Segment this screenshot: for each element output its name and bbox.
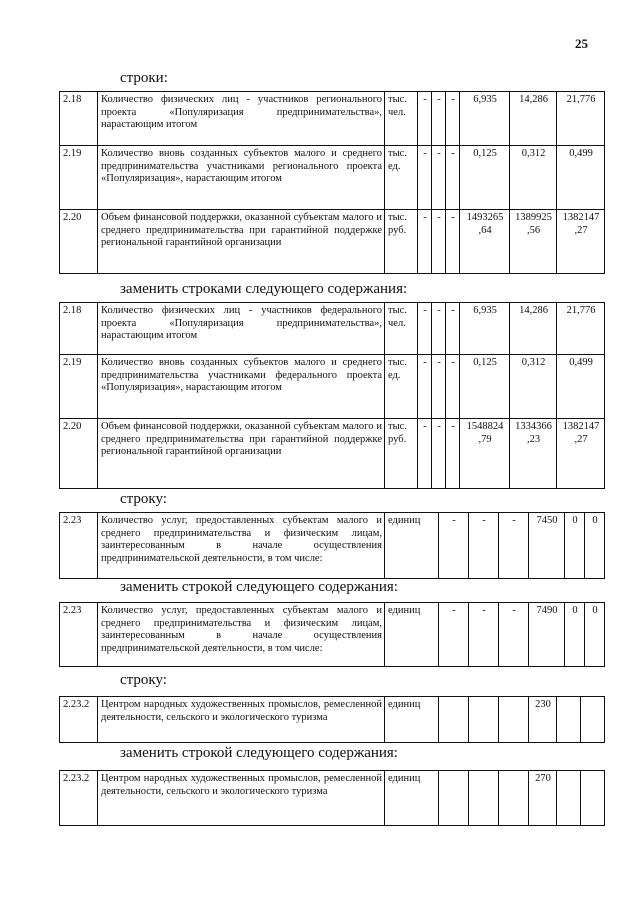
row-description: Центром народных художественных промыслов, ремесленной деятельности, сельского и экологического туризма [98, 771, 385, 826]
empty-cell [469, 771, 499, 826]
old-row-2-23-table [59, 512, 605, 579]
row-description: Количество услуг, предоставленных субъектам малого и среднего предпринимательства и физическим лицам, заинтересованным в начале осуществления предпринимательской деятельности, в том числе: [98, 603, 385, 667]
cell-dash: - [439, 603, 469, 667]
cell-value: 0,125 [460, 146, 510, 210]
empty-cell [439, 697, 469, 743]
cell-value: 0 [585, 603, 605, 667]
table-row [60, 92, 605, 146]
cell-dash: - [446, 303, 460, 355]
cell-dash: - [446, 210, 460, 274]
cell-dash: - [499, 513, 529, 579]
heading-replace-row: заменить строкой следующего содержания: [120, 579, 398, 595]
table-row [60, 303, 605, 355]
cell-value: 21,776 [557, 92, 605, 146]
row-description: Количество вновь созданных субъектов малого и среднего предпринимательства участниками федерального проекта «Популяризация», нарастающим итогом [98, 355, 385, 419]
heading-row-2: строку: [120, 672, 167, 688]
row-unit: тыс. ед. [385, 146, 418, 210]
cell-value: 7490 [529, 603, 565, 667]
new-row-2-23-2-table [59, 770, 605, 826]
row-unit: тыс. чел. [385, 92, 418, 146]
cell-dash: - [432, 419, 446, 489]
cell-value: 1493265 ,64 [460, 210, 510, 274]
cell-value: 0,312 [510, 355, 557, 419]
cell-value: 1382147 ,27 [557, 419, 605, 489]
row-unit: тыс. руб. [385, 210, 418, 274]
row-number: 2.23 [60, 603, 98, 667]
table-row [60, 210, 605, 274]
cell-dash: - [418, 355, 432, 419]
empty-cell [581, 771, 605, 826]
table-row [60, 146, 605, 210]
heading-row: строку: [120, 491, 167, 507]
empty-cell [581, 697, 605, 743]
row-unit: единиц [385, 603, 439, 667]
cell-dash: - [418, 146, 432, 210]
cell-dash: - [418, 92, 432, 146]
cell-dash: - [469, 603, 499, 667]
cell-dash: - [432, 355, 446, 419]
cell-dash: - [499, 603, 529, 667]
row-description: Количество физических лиц - участников регионального проекта «Популяризация предпринимательства», нарастающим итогом [98, 92, 385, 146]
heading-rows: строки: [120, 70, 168, 86]
row-number: 2.18 [60, 92, 98, 146]
cell-value: 270 [529, 771, 557, 826]
cell-value: 0 [585, 513, 605, 579]
table-row [60, 771, 605, 826]
cell-dash: - [446, 419, 460, 489]
row-description: Центром народных художественных промыслов, ремесленной деятельности, сельского и экологического туризма [98, 697, 385, 743]
empty-cell [469, 697, 499, 743]
cell-value: 1548824 ,79 [460, 419, 510, 489]
cell-value: 21,776 [557, 303, 605, 355]
cell-value: 1382147 ,27 [557, 210, 605, 274]
row-number: 2.19 [60, 146, 98, 210]
row-number: 2.19 [60, 355, 98, 419]
cell-dash: - [418, 419, 432, 489]
table-row [60, 603, 605, 667]
row-description: Количество услуг, предоставленных субъектам малого и среднего предпринимательства и физическим лицам, заинтересованным в начале осуществления предпринимательской деятельности, в том числе: [98, 513, 385, 579]
cell-value: 6,935 [460, 303, 510, 355]
row-description: Объем финансовой поддержки, оказанной субъектам малого и среднего предпринимательства при гарантийной поддержке региональной гарантийной организации [98, 419, 385, 489]
cell-dash: - [432, 303, 446, 355]
cell-dash: - [446, 146, 460, 210]
row-number: 2.23 [60, 513, 98, 579]
old-rows-table [59, 91, 605, 274]
cell-value: 230 [529, 697, 557, 743]
row-unit: тыс. ед. [385, 355, 418, 419]
row-description: Количество вновь созданных субъектов малого и среднего предпринимательства участниками регионального проекта «Популяризация», нарастающим итогом [98, 146, 385, 210]
table-row [60, 697, 605, 743]
cell-value: 14,286 [510, 303, 557, 355]
cell-dash: - [432, 210, 446, 274]
cell-value: 14,286 [510, 92, 557, 146]
row-description: Объем финансовой поддержки, оказанной субъектам малого и среднего предпринимательства при гарантийной поддержке региональной гарантийной организации [98, 210, 385, 274]
table-row [60, 419, 605, 489]
cell-value: 1389925 ,56 [510, 210, 557, 274]
cell-value: 0,499 [557, 355, 605, 419]
cell-value: 0 [565, 603, 585, 667]
row-unit: тыс. руб. [385, 419, 418, 489]
empty-cell [439, 771, 469, 826]
cell-dash: - [469, 513, 499, 579]
empty-cell [499, 771, 529, 826]
empty-cell [557, 771, 581, 826]
new-rows-table [59, 302, 605, 489]
empty-cell [499, 697, 529, 743]
row-number: 2.20 [60, 210, 98, 274]
cell-dash: - [418, 303, 432, 355]
cell-dash: - [439, 513, 469, 579]
cell-value: 6,935 [460, 92, 510, 146]
cell-dash: - [446, 355, 460, 419]
row-unit: единиц [385, 513, 439, 579]
row-number: 2.20 [60, 419, 98, 489]
cell-dash: - [432, 92, 446, 146]
heading-replace-rows: заменить строками следующего содержания: [120, 281, 408, 297]
row-unit: единиц [385, 771, 439, 826]
row-description: Количество физических лиц - участников федерального проекта «Популяризация предпринимательства», нарастающим итогом [98, 303, 385, 355]
cell-dash: - [446, 92, 460, 146]
empty-cell [557, 697, 581, 743]
old-row-2-23-2-table [59, 696, 605, 743]
cell-dash: - [432, 146, 446, 210]
heading-replace-row-2: заменить строкой следующего содержания: [120, 745, 398, 761]
cell-value: 7450 [529, 513, 565, 579]
cell-value: 0,312 [510, 146, 557, 210]
row-number: 2.18 [60, 303, 98, 355]
cell-dash: - [418, 210, 432, 274]
row-unit: тыс. чел. [385, 303, 418, 355]
row-unit: единиц [385, 697, 439, 743]
cell-value: 0 [565, 513, 585, 579]
row-number: 2.23.2 [60, 771, 98, 826]
table-row [60, 513, 605, 579]
page-number: 25 [575, 36, 588, 51]
cell-value: 1334366 ,23 [510, 419, 557, 489]
table-row [60, 355, 605, 419]
new-row-2-23-table [59, 602, 605, 667]
cell-value: 0,125 [460, 355, 510, 419]
row-number: 2.23.2 [60, 697, 98, 743]
cell-value: 0,499 [557, 146, 605, 210]
